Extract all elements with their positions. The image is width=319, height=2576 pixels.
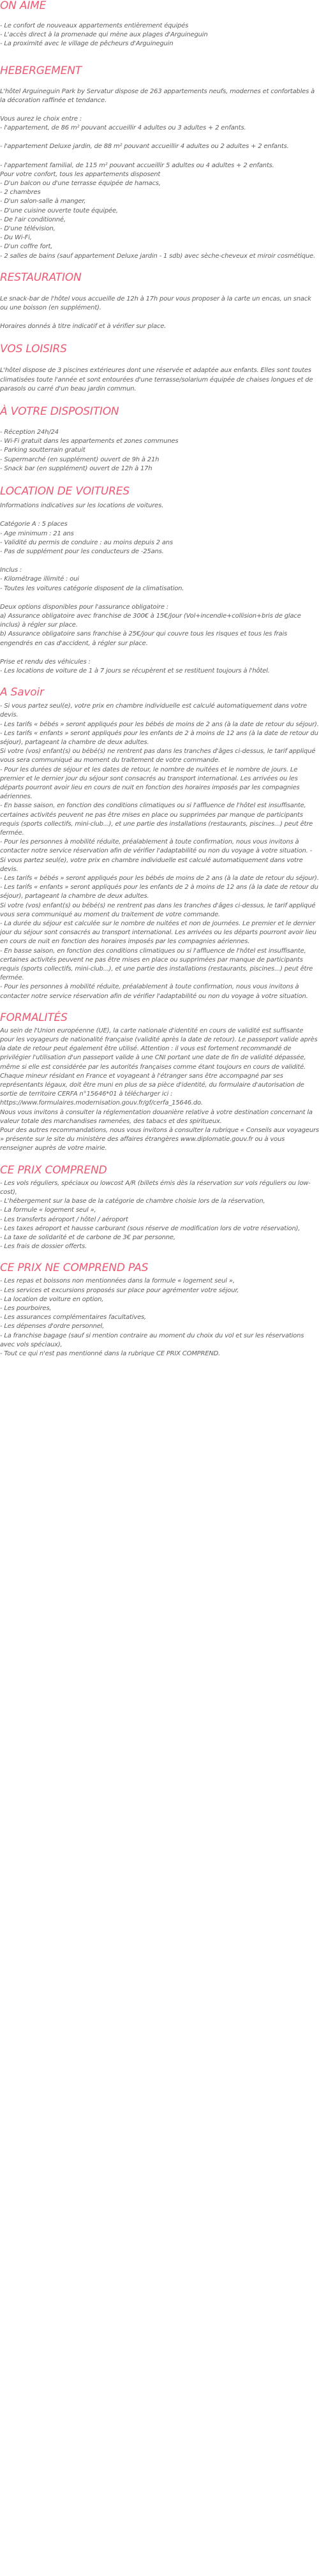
paragraph: Prise et rendu des véhicules : - Les locations de voiture de 1 à 7 jours se récupèrent et se restituent toujours à l'hôtel. bbox=[0, 658, 270, 674]
section-content bbox=[0, 702, 319, 1001]
section-vos-loisirs bbox=[0, 343, 319, 394]
section-title: A Savoir bbox=[0, 686, 44, 699]
paragraph: - Réception 24h/24 - Wi-Fi gratuit dans les appartements et zones communes - Parking soutterrain gratuit - Supermarché (en supplément) ouvert de 9h à 21h - Snack bar (en supplément) ouvert de 12h à 17h bbox=[0, 429, 179, 472]
paragraph: - Si vous partez seul(e), votre prix en chambre individuelle est calculé automatiquement dans votre devis. - Les tarifs « bébés » seront appliqués pour les bébés de moins de 2 ans (à la date de retour du séjour). - Les tarifs « enfants » seront appliqués pour les enfants de 2 à moins de 12 ans (à la date de retour du séjour), partageant la chambre de deux adultes. Si votre (vos) enfant(s) ou bébé(s) ne rentrent pas dans les tranches d'âges ci-dessus, le tarif appliqué vous sera communiqué au moment du traitement de votre commande. - Pour les durées de séjour et les dates de retour, le nombre de nuitées et le nombre de jours. Le premier et le dernier jour du séjour sont consacrés au transport international. Les arrivées ou les départs pourront avoir lieu en cours de nuit en fonction des horaires imposés par les compagnies aériennes. - En basse saison, en fonction des conditions climatiques ou si l'affluence de l'hôtel est insuffisante, certaines activités peuvent ne pas être mises en place ou supprimées par manque de participants requis (sports collectifs, mini-club...), et une partie des installations (restaurants, piscines...) peut être fermée. - Pour les personnes à mobilité réduite, préalablement à toute confirmation, nous vous invitons à contacter notre service réservation afin de vérifier l'adaptabilité ou non du voyage à votre situation. - Si vous partez seul(e), votre prix en chambre individuelle est calculé automatiquement dans votre devis. - Les tarifs « bébés » seront appliqués pour les bébés de moins de 2 ans (à la date de retour du séjour). - Les tarifs « enfants » seront appliqués pour les enfants de 2 à moins de 12 ans (à la date de retour du séjour), partageant la chambre de deux adultes. Si votre (vos) enfant(s) ou bébé(s) ne rentrent pas dans les tranches d'âges ci-dessus, le tarif appliqué vous sera communiqué au moment du traitement de votre commande. - La durée du séjour est calculée sur le nombre de nuitées et non de journées. Le premier et le dernier jour du séjour sont consacrés au transport international. Les arrivées ou les départs pourront avoir lieu en cours de nuit en fonction des horaires imposés par les compagnies aériennes. - En basse saison, en fonction des conditions climatiques ou si l'affluence de l'hôtel est insuffisante, certaines activités peuvent ne pas être mises en place ou supprimées par manque de participants requis (sports collectifs, mini-club...), et une partie des installations (restaurants, piscines...) peut être fermée. - Pour les personnes à mobilité réduite, préalablement à toute confirmation, nous vous invitons à contacter notre service réservation afin de vérifier l'adaptabilité ou non du voyage à votre situation. bbox=[0, 703, 319, 1000]
paragraph: - l'appartement familial, de 115 m² pouvant accueillir 5 adultes ou 4 adultes + 2 enfants. Pour votre confort, tous les appartements disposent - D'un balcon ou d'une terrasse équipée de hamacs, - 2 chambres - D'un salon-salle à manger, - D'une cuisine ouverte toute équipée, - De l'air conditionné, - D'une télévision, - Du Wi-Fi, - D'un coffre fort, - 2 salles de bains (sauf appartement Deluxe jardin - 1 sdb) avec sèche-cheveux et miroir cosmétique. bbox=[0, 161, 315, 260]
paragraph: Inclus : - Kilométrage illimité : oui - Toutes les voitures catégorie disposent de la climatisation. bbox=[0, 567, 184, 592]
section-content bbox=[0, 1027, 319, 1154]
section-title: VOS LOISIRS bbox=[0, 343, 67, 356]
paragraph: Deux options disponibles pour l'assurance obligatoire : a) Assurance obligatoire avec franchise de 300€ à 15€/jour (Vol+incendie+collision+bris de glace inclus) à régler sur place. b) Assurance obligatoire sans franchise à 25€/jour qui couvre tous les risques et tous les frais engendrés en cas d'accident, à régler sur place. bbox=[0, 603, 301, 647]
paragraph: Informations indicatives sur les locations de voitures. bbox=[0, 502, 164, 510]
paragraph: Le snack-bar de l'hôtel vous accueille de 12h à 17h pour vous proposer à la carte un encas, un snack ou une boisson (en supplément). bbox=[0, 295, 313, 312]
paragraph: Horaires donnés à titre indicatif et à vérifier sur place. bbox=[0, 323, 167, 331]
section-content bbox=[0, 22, 319, 49]
paragraph: - l'appartement Deluxe jardin, de 88 m² pouvant accueillir 4 adultes ou 2 adultes + 2 enfants. bbox=[0, 143, 289, 151]
section-title: ON AIME bbox=[0, 0, 47, 12]
section-title: CE PRIX COMPREND bbox=[0, 1163, 107, 1177]
section-title: RESTAURATION bbox=[0, 271, 82, 284]
section-content bbox=[0, 1179, 319, 1252]
section-location-de-voitures bbox=[0, 485, 319, 676]
section-restauration bbox=[0, 271, 319, 332]
section-title: CE PRIX NE COMPREND PAS bbox=[0, 1262, 149, 1275]
paragraph: Au sein de l'Union européenne (UE), la carte nationale d'identité en cours de validité est suffisante pour les voyageurs de nationalité française (validité après la date de retour). Le passeport valide après la date de retour peut également être utilisé. Attention : il vous est fortement recommandé de privilégier l'utilisation d'un passeport valide à une CNI portant une date de fin de validité dépassée, même si elle est considérée par les autorités françaises comme étant toujours en cours de validité. Chaque mineur résidant en France et voyageant à l'étranger sans être accompagné par ses représentants légaux, doit être muni en plus de sa pièce d'identité, du formulaire d'autorisation de sortie de territoire CERFA n°15646*01 à télécharger ici : https://www.formulaires.modernisation.gouv.fr/gf/cerfa_15646.do. Nous vous invitons à consulter la réglementation douanière relative à votre destination concernant la valeur totale des marchandises ramenées, des tabacs et des spiritueux. Pour des autres recommandations, nous vous invitons à consulter la rubrique « Conseils aux voyageurs » présente sur le site du ministère des affaires étrangères www.diplomatie.gouv.fr ou à vous renseigner auprès de votre mairie. bbox=[0, 1027, 319, 1152]
section-title: À VOTRE DISPOSITION bbox=[0, 405, 119, 419]
section-title: LOCATION DE VOITURES bbox=[0, 485, 130, 498]
section-content bbox=[0, 87, 319, 261]
section-ce-prix-ne-comprend-pas bbox=[0, 1262, 319, 1359]
paragraph: L'hôtel Arguineguin Park by Servatur dispose de 263 appartements neufs, modernes et confortables à la décoration raffinée et tendance. bbox=[0, 87, 316, 104]
section-title: FORMALITÉS bbox=[0, 1011, 68, 1024]
section-a-votre-disposition bbox=[0, 405, 319, 473]
section-content bbox=[0, 295, 319, 332]
section-hebergement bbox=[0, 64, 319, 261]
section-title: HEBERGEMENT bbox=[0, 64, 82, 77]
section-content bbox=[0, 428, 319, 473]
paragraph: - Les vols réguliers, spéciaux ou lowcost A/R (billets émis dès la réservation sur vols réguliers ou low-cost), - L'hébergement sur la base de la catégorie de chambre choisie lors de la réservation, - La formule « logement seul », - Les transferts aéroport / hôtel / aéroport - Les taxes aéroport et hausse carburant (sous réserve de modification lors de votre réservation), - La taxe de solidarité et de carbone de 3€ par personne, - Les frais de dossier offerts. bbox=[0, 1179, 311, 1251]
section-content bbox=[0, 502, 319, 676]
paragraph: L'hôtel dispose de 3 piscines extérieures dont une réservée et adaptée aux enfants. Elles sont toutes climatisées toute l'année et sont entourées d'une terrasse/solarium équipée de chaises longues et de parasols ou carré d'un beau jardin commun. bbox=[0, 367, 315, 392]
paragraph: - Les repas et boissons non mentionnées dans la formule « logement seul », - Les services et excursions proposés sur place pour agrémenter votre séjour, - La location de voiture en option, - Les pourboires, - Les assurances complémentaires facultatives, - Les dépenses d'ordre personnel, - La franchise bagage (sauf si mention contraire au moment du choix du vol et sur les réservations avec vols spéciaux), - Tout ce qui n'est pas mentionné dans la rubrique CE PRIX COMPREND. bbox=[0, 1277, 304, 1357]
section-ce-prix-comprend bbox=[0, 1164, 319, 1252]
section-content bbox=[0, 1277, 319, 1359]
paragraph: - Le confort de nouveaux appartements entièrement équipés - L'accès direct à la promenade qui mène aux plages d'Arguineguin - La proximité avec le village de pêcheurs d'Arguineguin bbox=[0, 22, 208, 48]
section-on-aime bbox=[0, 0, 319, 49]
paragraph: Vous aurez le choix entre : - l'appartement, de 86 m² pouvant accueillir 4 adultes ou 3 adultes + 2 enfants. bbox=[0, 115, 246, 132]
paragraph: Catégorie A : 5 places - Age minimum : 21 ans - Validité du permis de conduire : au moins depuis 2 ans - Pas de supplément pour les conducteurs de -25ans. bbox=[0, 521, 173, 555]
section-formalites bbox=[0, 1011, 319, 1154]
section-a-savoir bbox=[0, 686, 319, 1001]
section-content bbox=[0, 366, 319, 394]
